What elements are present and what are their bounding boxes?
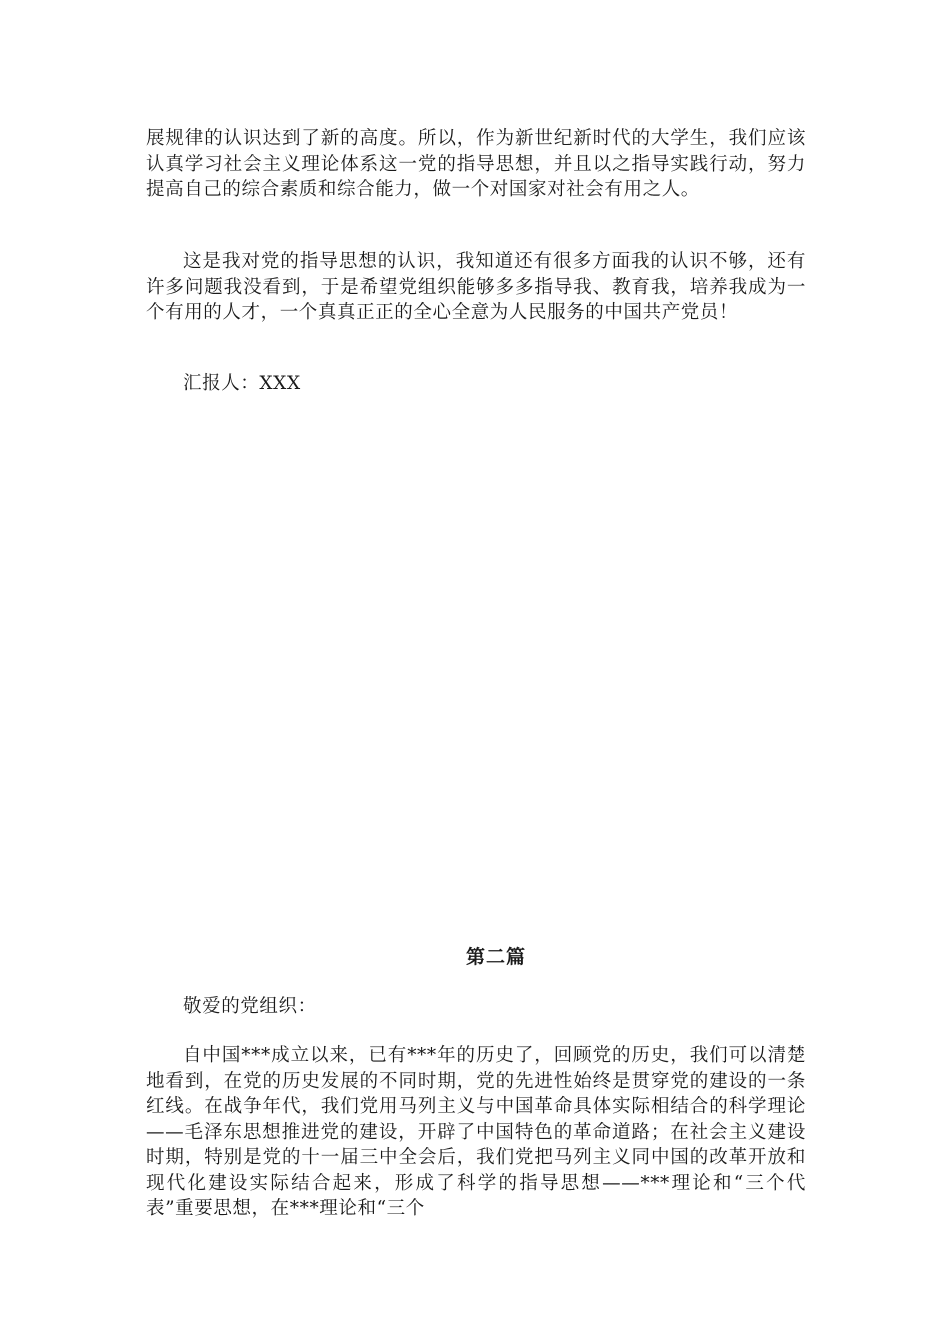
section-heading: 第二篇: [465, 946, 526, 968]
salutation: 敬爱的党组织：: [183, 996, 317, 1017]
paragraph-history: 自中国***成立以来，已有***年的历史了，回顾党的历史，我们可以清楚地看到，在党的历史发展的不同时期，党的先进性始终是贯穿党的建设的一条红线。在战争年代，我们党用马列主义与中国革命具体实际相结合的科学理论——毛泽东思想推进党的建设，开辟了中国特色的革命道路；在社会主义建设时期，特别是党的十一届三中全会后，我们党把马列主义同中国的改革开放和现代化建设实际结合起来，形成了科学的指导思想——***理论和“三个代表”重要思想，在***理论和“三个: [146, 1045, 806, 1219]
signature-line: 汇报人：XXX: [183, 373, 301, 394]
paragraph-recognition: 这是我对党的指导思想的认识，我知道还有很多方面我的认识不够，还有许多问题我没看到，于是希望党组织能够多多指导我、教育我，培养我成为一个有用的人才，一个真真正正的全心全意为人民服务的中国共产党员！: [146, 251, 806, 323]
paragraph-continuation: 展规律的认识达到了新的高度。所以，作为新世纪新时代的大学生，我们应该认真学习社会主义理论体系这一党的指导思想，并且以之指导实践行动，努力提高自己的综合素质和综合能力，做一个对国家对社会有用之人。: [146, 128, 806, 200]
